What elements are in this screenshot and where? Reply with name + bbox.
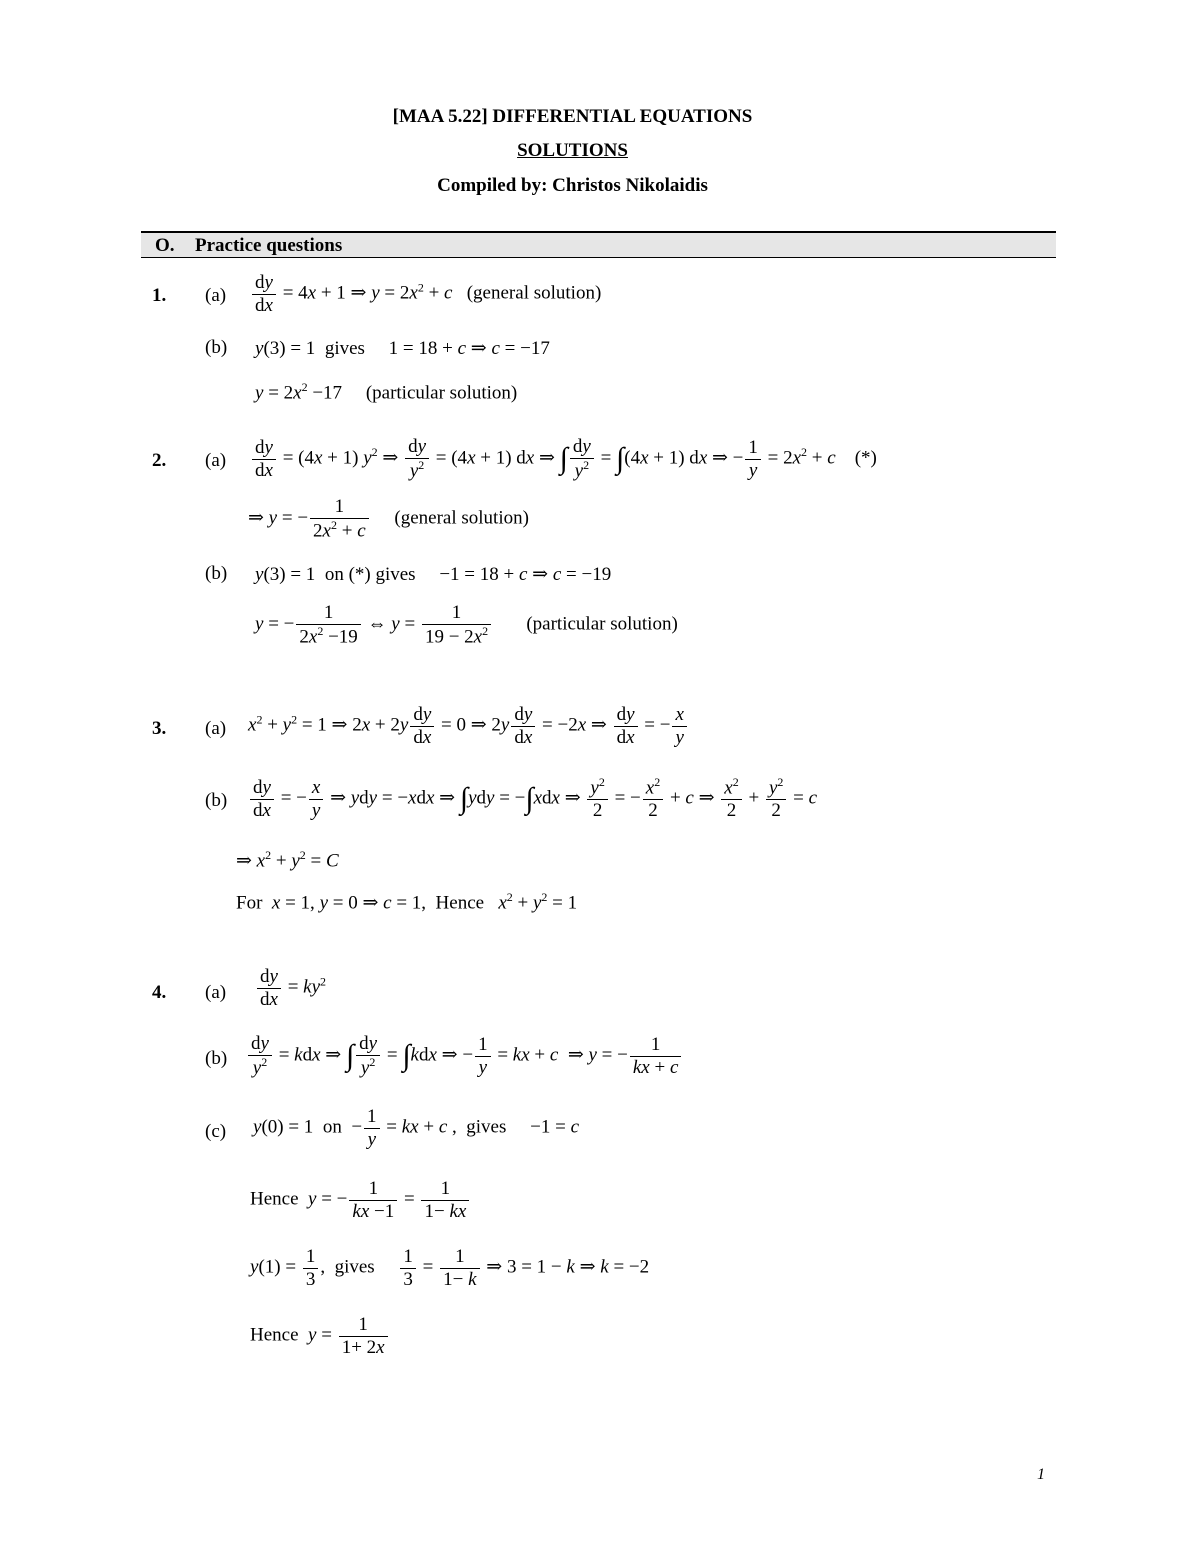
equation-3b-result: ⇒ $x^2 + y^2 = C$: [236, 848, 339, 872]
equation-4b: $\frac{dy}{y^2}$ = kdx ⇒ ∫ $\frac{dy}{y^2}$ = ∫kdx ⇒ − $\frac{1}{y}$ = kx + c ⇒ y = − $\frac{1}{kx + c}$: [246, 1033, 683, 1079]
label-particular-solution: (particular solution): [365, 382, 518, 404]
equation-3b-condition: For x = 1, y = 0 ⇒ c = 1, Hence $x^2 + y^2 = 1$: [236, 890, 578, 914]
equation-4c-final: Hence y = $\frac{1}{1+ 2x}$: [250, 1314, 390, 1359]
section-title: Practice questions: [195, 235, 343, 256]
part-label-3b: (b): [205, 790, 228, 811]
part-label-2a: (a): [205, 450, 227, 471]
part-label-2b: (b): [205, 563, 228, 584]
question-number-4: 4.: [152, 982, 167, 1003]
section-number: O.: [155, 235, 175, 256]
document-title: [MAA 5.22] DIFFERENTIAL EQUATIONS: [392, 106, 753, 127]
part-label-4c: (c): [205, 1121, 227, 1142]
equation-1b: y(3) = 1 gives 1 = 18 + c ⇒ c = −17: [255, 338, 550, 359]
equation-4c: y(0) = 1 on − $\frac{1}{y}$ = kx + c , gives −1 = c: [253, 1106, 580, 1150]
label-general-solution-2: (general solution): [394, 507, 529, 529]
part-label-1b: (b): [205, 337, 228, 358]
part-label-4a: (a): [205, 982, 227, 1003]
equation-2b: y(3) = 1 on (*) gives −1 = 18 + c ⇒ c = −19: [255, 564, 612, 585]
section-header: [141, 231, 1056, 258]
equation-1b-particular: $y = 2x^2 -17$ (particular solution): [255, 380, 518, 404]
equation-4a: $\frac{dy}{dx}$ = $ky^2$: [255, 966, 326, 1011]
equation-4c-hence: Hence y = − $\frac{1}{kx -1}$ = $\frac{1}{1- kx}$: [250, 1178, 471, 1223]
part-label-3a: (a): [205, 718, 227, 739]
question-number-3: 3.: [152, 718, 167, 739]
page-number: 1: [1037, 1466, 1045, 1483]
question-number-2: 2.: [152, 450, 167, 471]
equation-1a: $\frac{dy}{dx}$ = 4x + 1 ⇒ $y = 2x^2 + c$ (general solution): [250, 272, 601, 317]
label-general-solution: (general solution): [466, 282, 602, 304]
document-subtitle: SOLUTIONS: [517, 140, 628, 161]
part-label-4b: (b): [205, 1048, 228, 1069]
question-number-1: 1.: [152, 285, 167, 306]
label-particular-solution-2: (particular solution): [526, 613, 678, 635]
equation-3b: $\frac{dy}{dx}$ = − $\frac{x}{y}$ ⇒ ydy = −xdx ⇒ ∫ydy = −∫xdx ⇒ $\frac{y^2}{2}$ = − $\frac{x^2}{2}$ + c ⇒ $\frac{x^2}{2}$ + $\frac{y^2}{2}$ = c: [248, 776, 817, 822]
equation-2a-general: ⇒ y = − $\frac{1}{2x^2 + c}$ (general solution): [248, 496, 529, 542]
compiled-by: Compiled by: Christos Nikolaidis: [437, 175, 708, 196]
label-star: (*): [854, 447, 877, 469]
part-label-1a: (a): [205, 285, 227, 306]
equation-2a: $\frac{dy}{dx}$ = (4x + 1) $y^2$ ⇒ $\frac{dy}{y^2}$ = (4x + 1) dx ⇒ ∫ $\frac{dy}{y^2}$ = ∫(4x + 1) dx ⇒ − $\frac{1}{y}$ = $2x^2 + c$ (*): [250, 436, 877, 482]
equation-4c-condition: y(1) = $\frac{1}{3}$ , gives $\frac{1}{3}$ = $\frac{1}{1- k}$ ⇒ 3 = 1 − k ⇒ k = −2: [250, 1246, 650, 1290]
equation-3a: $x^2 + y^2 = 1$ ⇒ 2x + 2y $\frac{dy}{dx}$ = 0 ⇒ 2y $\frac{dy}{dx}$ = −2x ⇒ $\frac{dy}{dx}$ = − $\frac{x}{y}$: [248, 704, 689, 749]
equation-2b-particular: y = − $\frac{1}{2x^2 -19}$ ⇔ y = $\frac{1}{19 - 2x^2}$ (particular solution): [255, 602, 678, 648]
